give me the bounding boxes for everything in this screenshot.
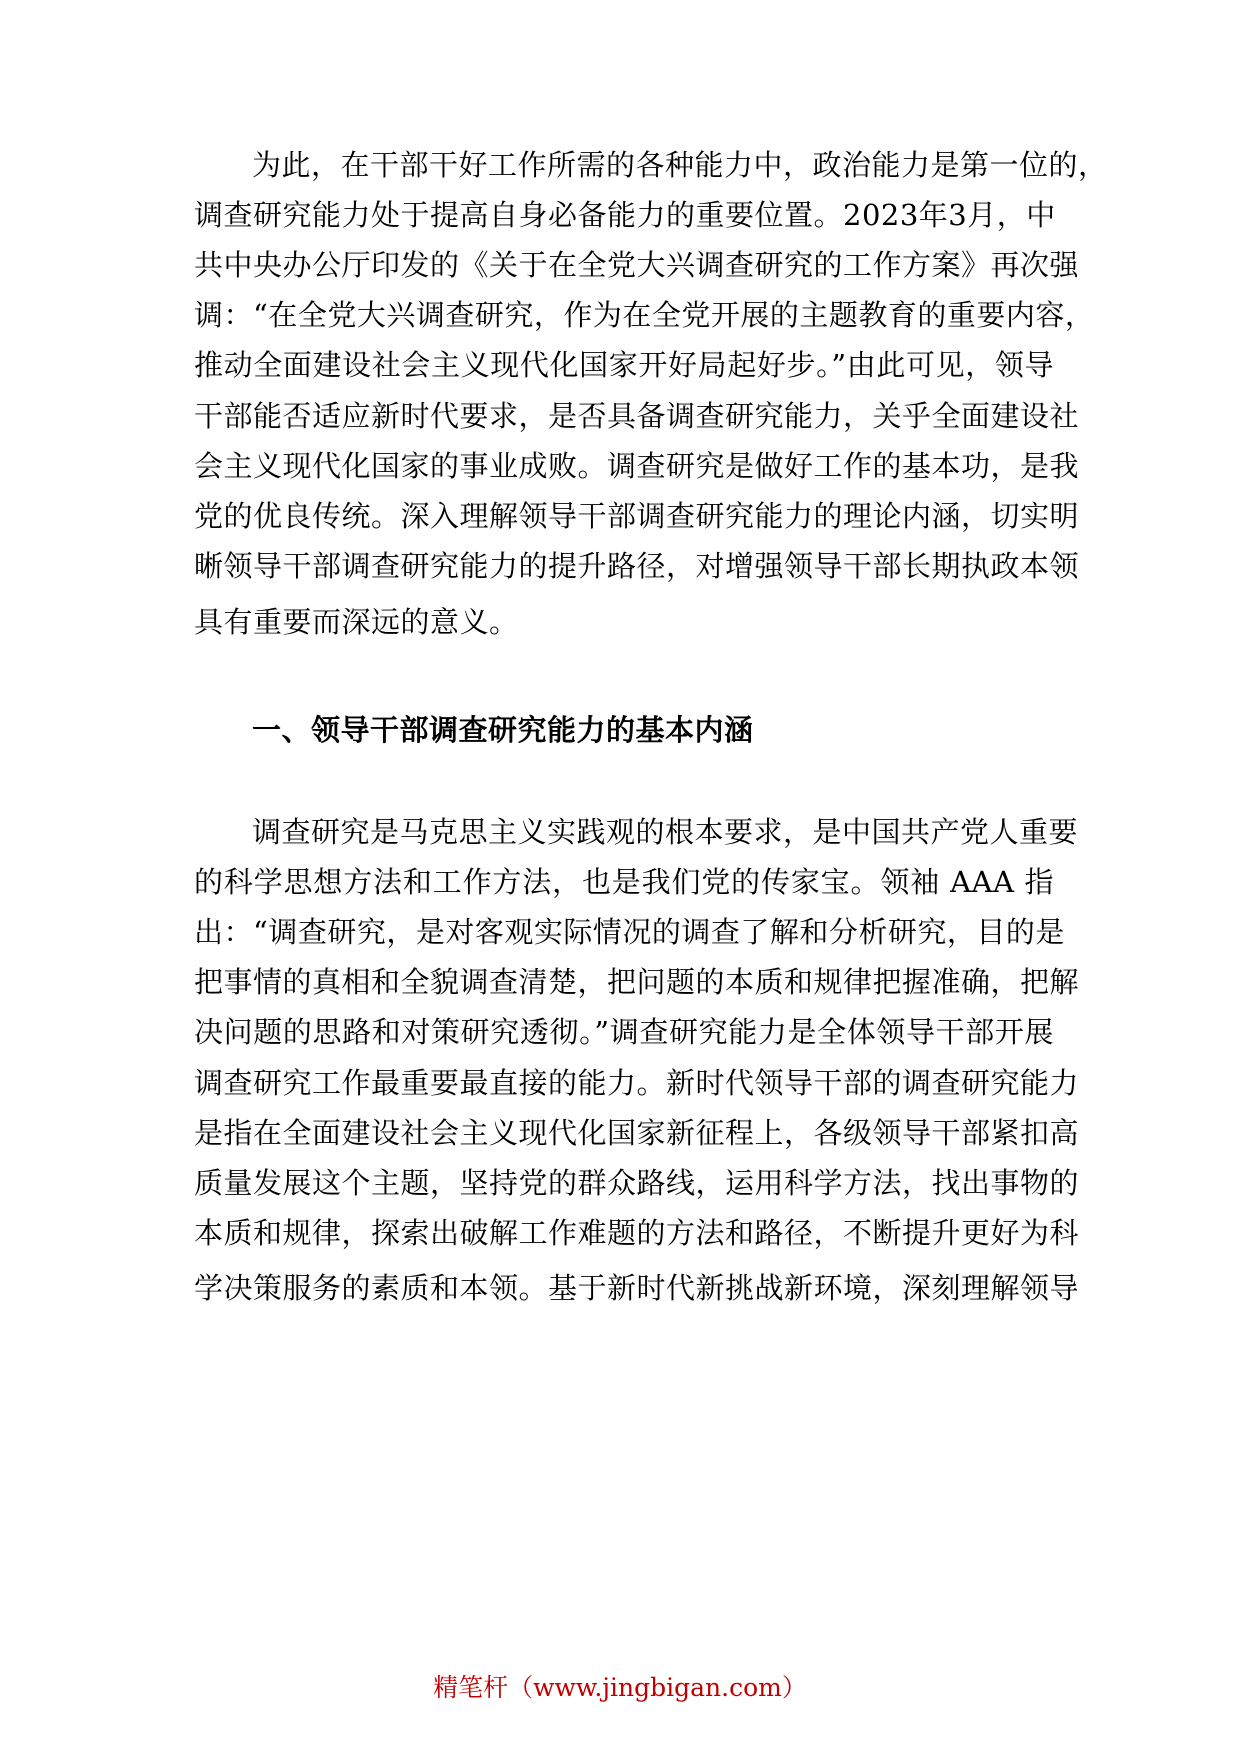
paragraph-line: 是指在全面建设社会主义现代化国家新征程上，各级领导干部紧扣高 xyxy=(194,1116,1080,1150)
paragraph-line: 晰领导干部调查研究能力的提升路径，对增强领导干部长期执政本领 xyxy=(194,549,1080,583)
paragraph-line: 调查研究是马克思主义实践观的根本要求，是中国共产党人重要 xyxy=(252,815,1079,849)
paragraph-line: 调查研究工作最重要最直接的能力。新时代领导干部的调查研究能力 xyxy=(194,1066,1080,1100)
paragraph-line: 共中央办公厅印发的《关于在全党大兴调查研究的工作方案》再次强 xyxy=(194,248,1080,282)
paragraph-line: 干部能否适应新时代要求，是否具备调查研究能力，关乎全面建设社 xyxy=(194,399,1080,433)
paragraph-line: 出：“调查研究，是对客观实际情况的调查了解和分析研究，目的是 xyxy=(194,915,1065,949)
paragraph-line: 调查研究能力处于提高自身必备能力的重要位置。2023年3月，中 xyxy=(194,198,1056,232)
paragraph-line: 党的优良传统。深入理解领导干部调查研究能力的理论内涵，切实明 xyxy=(194,499,1080,533)
paragraph-line: 会主义现代化国家的事业成败。调查研究是做好工作的基本功，是我 xyxy=(194,449,1080,483)
paragraph-line: 调：“在全党大兴调查研究，作为在全党开展的主题教育的重要内容， xyxy=(194,298,1095,332)
paragraph-line: 学决策服务的素质和本领。基于新时代新挑战新环境，深刻理解领导 xyxy=(194,1271,1080,1305)
paragraph-line: 本质和规律，探索出破解工作难题的方法和路径，不断提升更好为科 xyxy=(194,1216,1080,1250)
paragraph-line: 为此，在干部干好工作所需的各种能力中，政治能力是第一位的， xyxy=(252,148,1108,182)
paragraph-line: 决问题的思路和对策研究透彻。”调查研究能力是全体领导干部开展 xyxy=(194,1015,1054,1049)
paragraph-line: 推动全面建设社会主义现代化国家开好局起好步。”由此可见，领导 xyxy=(194,348,1054,382)
paragraph-line: 质量发展这个主题，坚持党的群众路线，运用科学方法，找出事物的 xyxy=(194,1166,1080,1200)
footer-watermark: 精笔杆（www.jingbigan.com） xyxy=(433,1673,807,1702)
section-heading: 一、领导干部调查研究能力的基本内涵 xyxy=(252,713,754,747)
paragraph-line: 把事情的真相和全貌调查清楚，把问题的本质和规律把握准确，把解 xyxy=(194,965,1080,999)
paragraph-line: 的科学思想方法和工作方法，也是我们党的传家宝。领袖 AAA 指 xyxy=(194,865,1054,899)
paragraph-line: 具有重要而深远的意义。 xyxy=(194,605,519,639)
